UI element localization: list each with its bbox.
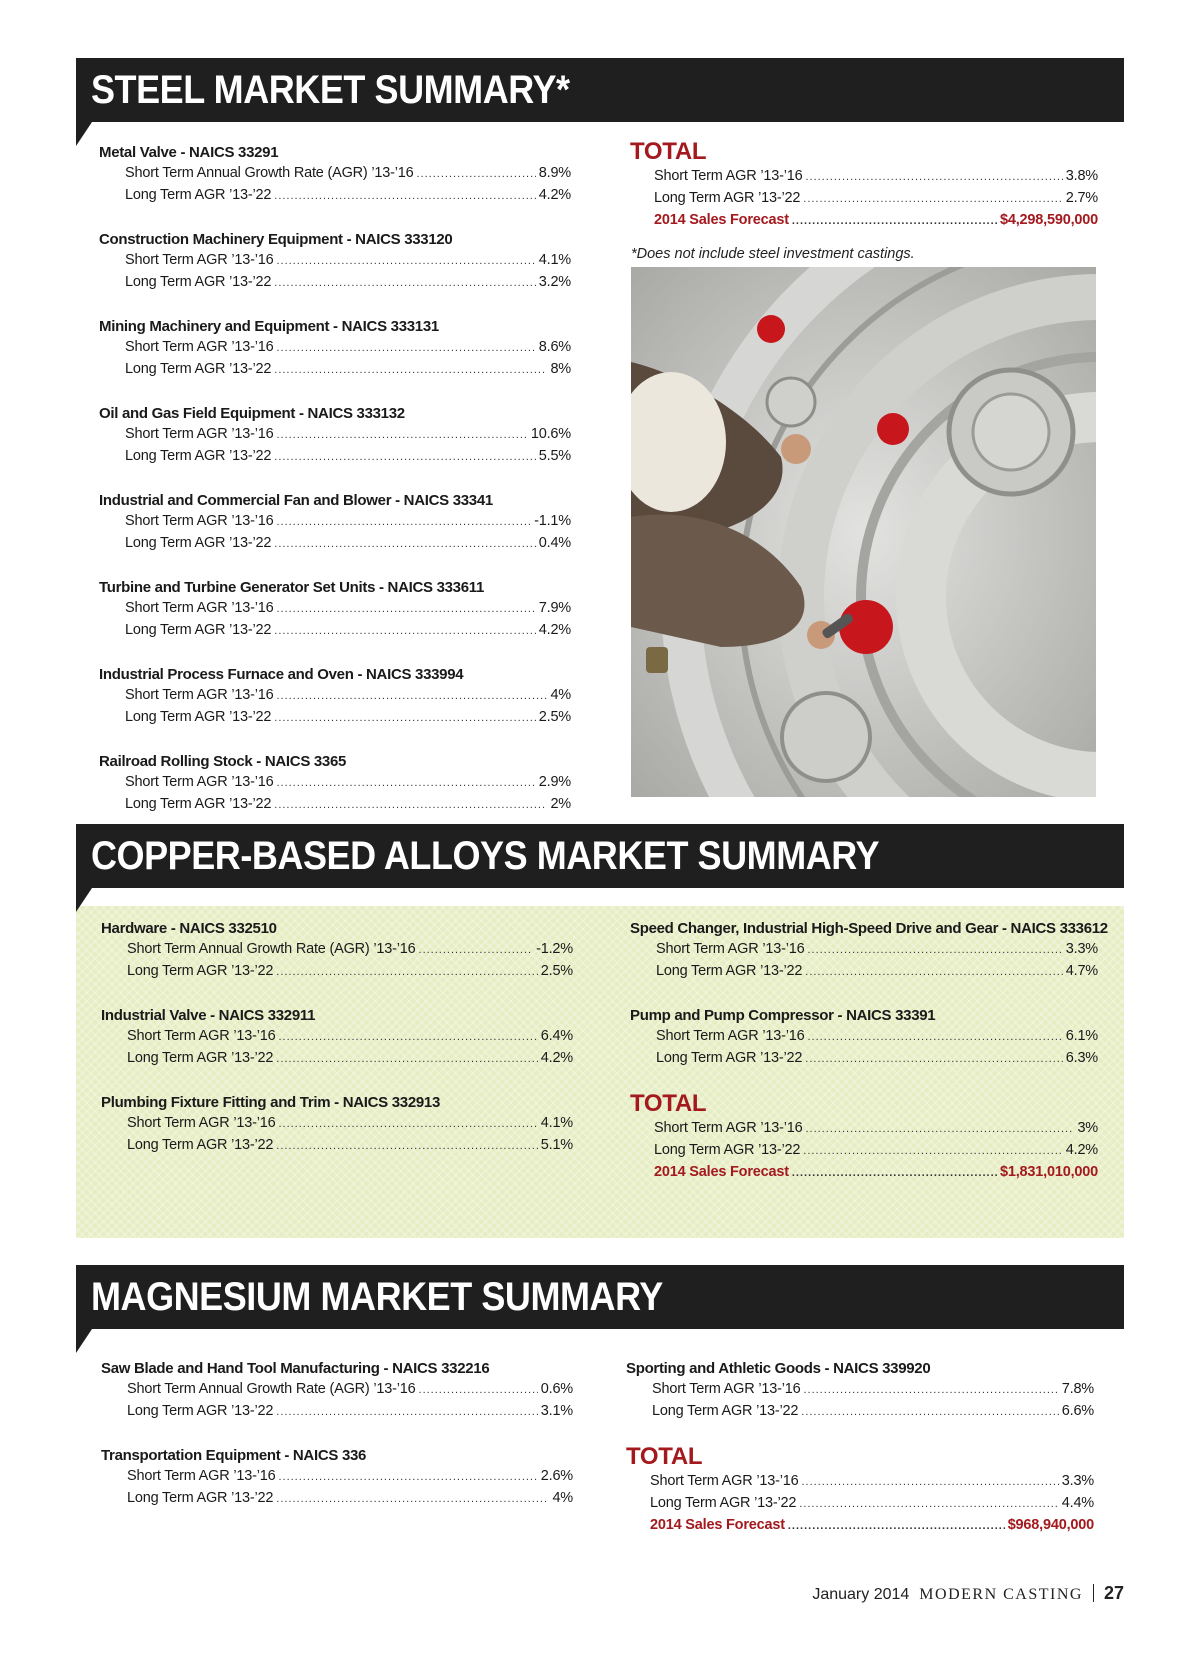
magnesium-right-column [626, 1358, 1094, 1537]
market-entry [101, 1092, 573, 1157]
industry-heading: Oil and Gas Field Equipment - NAICS 333132 [99, 405, 405, 422]
long-term-value: 0.4% [538, 535, 571, 551]
long-term-value: 4.2% [538, 187, 571, 203]
short-term-value: 6.1% [1065, 1028, 1098, 1044]
market-entry [99, 664, 571, 729]
short-term-row: Short Term AGR ’13-’16 ..... 4.1% [99, 250, 571, 272]
long-term-value: 6.3% [1065, 1050, 1098, 1066]
short-term-row: Short Term AGR ’13-’16 ..... 6.4% [101, 1026, 573, 1048]
copper-total-forecast: 2014 Sales Forecast ..... $1,831,010,000 [630, 1162, 1098, 1184]
market-entry [99, 577, 571, 642]
steel-header-notch [76, 122, 92, 146]
casting-photo-illustration [631, 267, 1096, 797]
page-number: 27 [1103, 1583, 1124, 1603]
market-entry [630, 1005, 1098, 1070]
steel-left-column [99, 142, 571, 838]
industry-heading: Turbine and Turbine Generator Set Units - NAICS 333611 [99, 579, 484, 596]
long-term-value: 5.5% [538, 448, 571, 464]
steel-footnote: *Does not include steel investment castings. [631, 246, 915, 262]
long-term-row: Long Term AGR ’13-’22 ..... 4.2% [99, 185, 571, 207]
short-term-value: 0.6% [540, 1381, 573, 1397]
copper-section-header: COPPER-BASED ALLOYS MARKET SUMMARY [76, 824, 1124, 888]
long-term-value: 8% [550, 361, 571, 377]
long-term-row: Long Term AGR ’13-’22 ..... 3.2% [99, 272, 571, 294]
long-term-row: Long Term AGR ’13-’22 ..... 6.3% [630, 1048, 1098, 1070]
steel-total-long-term: Long Term AGR ’13-’22 ..... 2.7% [630, 188, 1098, 210]
long-term-value: 2% [550, 796, 571, 812]
magnesium-section-header: MAGNESIUM MARKET SUMMARY [76, 1265, 1124, 1329]
industry-heading: Transportation Equipment - NAICS 336 [101, 1447, 367, 1464]
long-term-value: 4.2% [540, 1050, 573, 1066]
long-term-row: Long Term AGR ’13-’22 ..... 5.5% [99, 446, 571, 468]
copper-left-column [101, 918, 573, 1179]
magnesium-total-block [626, 1443, 1094, 1537]
copper-right-column [630, 918, 1108, 1184]
steel-total-short-term: Short Term AGR ’13-’16 ..... 3.8% [630, 166, 1098, 188]
industry-heading: Railroad Rolling Stock - NAICS 3365 [99, 753, 347, 770]
copper-total-short-term: Short Term AGR ’13-’16 ..... 3% [630, 1118, 1098, 1140]
steel-total-title: TOTAL [630, 138, 707, 165]
copper-total-long-term: Long Term AGR ’13-’22 ..... 4.2% [630, 1140, 1098, 1162]
industry-heading: Pump and Pump Compressor - NAICS 33391 [630, 1007, 936, 1024]
long-term-value: 5.1% [540, 1137, 573, 1153]
short-term-row: Short Term AGR ’13-’16 ..... -1.1% [99, 511, 571, 533]
short-term-value: 4.1% [538, 252, 571, 268]
long-term-value: 2.5% [540, 963, 573, 979]
market-entry [101, 918, 573, 983]
copper-total-block [630, 1090, 1098, 1184]
short-term-value: -1.1% [534, 513, 571, 529]
long-term-row: Long Term AGR ’13-’22 ..... 5.1% [101, 1135, 573, 1157]
short-term-row: Short Term Annual Growth Rate (AGR) ’13-’16 ..... -1.2% [101, 939, 573, 961]
market-entry [99, 142, 571, 207]
long-term-value: 4% [552, 1490, 573, 1506]
industry-heading: Sporting and Athletic Goods - NAICS 339920 [626, 1360, 931, 1377]
market-entry [630, 918, 1108, 983]
industry-heading: Plumbing Fixture Fitting and Trim - NAICS 332913 [101, 1094, 440, 1111]
short-term-value: 8.6% [538, 339, 571, 355]
long-term-value: 4.7% [1065, 963, 1098, 979]
industry-heading: Mining Machinery and Equipment - NAICS 333131 [99, 318, 439, 335]
short-term-value: -1.2% [536, 941, 573, 957]
industry-heading: Hardware - NAICS 332510 [101, 920, 277, 937]
magnesium-left-column [101, 1358, 573, 1532]
industry-heading: Saw Blade and Hand Tool Manufacturing - NAICS 332216 [101, 1360, 490, 1377]
short-term-value: 6.4% [540, 1028, 573, 1044]
casting-photo [631, 267, 1096, 797]
magnesium-total-forecast: 2014 Sales Forecast ..... $968,940,000 [626, 1515, 1094, 1537]
market-entry [99, 316, 571, 381]
footer-date: January 2014 [812, 1586, 910, 1603]
footer-divider [1093, 1584, 1094, 1602]
long-term-row: Long Term AGR ’13-’22 ..... 2.5% [101, 961, 573, 983]
short-term-row: Short Term AGR ’13-’16 ..... 4% [99, 685, 571, 707]
market-entry [626, 1358, 1094, 1423]
magnesium-total-title: TOTAL [626, 1443, 703, 1470]
industry-heading: Industrial and Commercial Fan and Blower - NAICS 33341 [99, 492, 493, 509]
long-term-row: Long Term AGR ’13-’22 ..... 4.2% [99, 620, 571, 642]
short-term-value: 2.9% [538, 774, 571, 790]
industry-heading: Construction Machinery Equipment - NAICS 333120 [99, 231, 453, 248]
market-entry [99, 403, 571, 468]
copper-total-title: TOTAL [630, 1090, 707, 1117]
long-term-value: 6.6% [1061, 1403, 1094, 1419]
copper-header-notch [76, 888, 92, 912]
short-term-row: Short Term AGR ’13-’16 ..... 4.1% [101, 1113, 573, 1135]
steel-section-header: STEEL MARKET SUMMARY* [76, 58, 1124, 122]
long-term-value: 2.5% [538, 709, 571, 725]
short-term-value: 10.6% [530, 426, 571, 442]
market-entry [101, 1445, 573, 1510]
short-term-row: Short Term AGR ’13-’16 ..... 7.9% [99, 598, 571, 620]
short-term-row: Short Term AGR ’13-’16 ..... 3.3% [630, 939, 1098, 961]
long-term-row: Long Term AGR ’13-’22 ..... 0.4% [99, 533, 571, 555]
short-term-value: 8.9% [538, 165, 571, 181]
short-term-value: 4.1% [540, 1115, 573, 1131]
market-entry [99, 229, 571, 294]
long-term-value: 3.1% [540, 1403, 573, 1419]
steel-total-forecast: 2014 Sales Forecast ..... $4,298,590,000 [630, 210, 1098, 232]
short-term-row: Short Term AGR ’13-’16 ..... 6.1% [630, 1026, 1098, 1048]
long-term-row: Long Term AGR ’13-’22 ..... 4% [101, 1488, 573, 1510]
long-term-value: 4.2% [538, 622, 571, 638]
page-footer [812, 1583, 1124, 1604]
long-term-row: Long Term AGR ’13-’22 ..... 2.5% [99, 707, 571, 729]
industry-heading: Industrial Process Furnace and Oven - NAICS 333994 [99, 666, 464, 683]
short-term-value: 3.3% [1065, 941, 1098, 957]
magnesium-total-long-term: Long Term AGR ’13-’22 ..... 4.4% [626, 1493, 1094, 1515]
long-term-row: Long Term AGR ’13-’22 ..... 2% [99, 794, 571, 816]
footer-magazine: MODERN CASTING [919, 1586, 1083, 1603]
short-term-value: 4% [550, 687, 571, 703]
long-term-row: Long Term AGR ’13-’22 ..... 4.2% [101, 1048, 573, 1070]
magnesium-header-notch [76, 1329, 92, 1353]
industry-heading: Metal Valve - NAICS 33291 [99, 144, 279, 161]
long-term-row: Long Term AGR ’13-’22 ..... 4.7% [630, 961, 1098, 983]
market-entry [99, 751, 571, 816]
short-term-row: Short Term Annual Growth Rate (AGR) ’13-’16 ..... 0.6% [101, 1379, 573, 1401]
short-term-row: Short Term AGR ’13-’16 ..... 7.8% [626, 1379, 1094, 1401]
short-term-value: 2.6% [540, 1468, 573, 1484]
long-term-row: Long Term AGR ’13-’22 ..... 3.1% [101, 1401, 573, 1423]
short-term-row: Short Term AGR ’13-’16 ..... 10.6% [99, 424, 571, 446]
magnesium-total-short-term: Short Term AGR ’13-’16 ..... 3.3% [626, 1471, 1094, 1493]
market-entry [99, 490, 571, 555]
short-term-value: 7.8% [1061, 1381, 1094, 1397]
long-term-row: Long Term AGR ’13-’22 ..... 6.6% [626, 1401, 1094, 1423]
industry-heading: Industrial Valve - NAICS 332911 [101, 1007, 316, 1024]
short-term-row: Short Term AGR ’13-’16 ..... 2.9% [99, 772, 571, 794]
market-entry [101, 1358, 573, 1423]
short-term-value: 7.9% [538, 600, 571, 616]
market-entry [101, 1005, 573, 1070]
short-term-row: Short Term AGR ’13-’16 ..... 8.6% [99, 337, 571, 359]
short-term-row: Short Term Annual Growth Rate (AGR) ’13-’16 ..... 8.9% [99, 163, 571, 185]
industry-heading: Speed Changer, Industrial High-Speed Drive and Gear - NAICS 333612 [630, 920, 1108, 937]
long-term-value: 3.2% [538, 274, 571, 290]
steel-total-block [630, 138, 1098, 264]
long-term-row: Long Term AGR ’13-’22 ..... 8% [99, 359, 571, 381]
short-term-row: Short Term AGR ’13-’16 ..... 2.6% [101, 1466, 573, 1488]
